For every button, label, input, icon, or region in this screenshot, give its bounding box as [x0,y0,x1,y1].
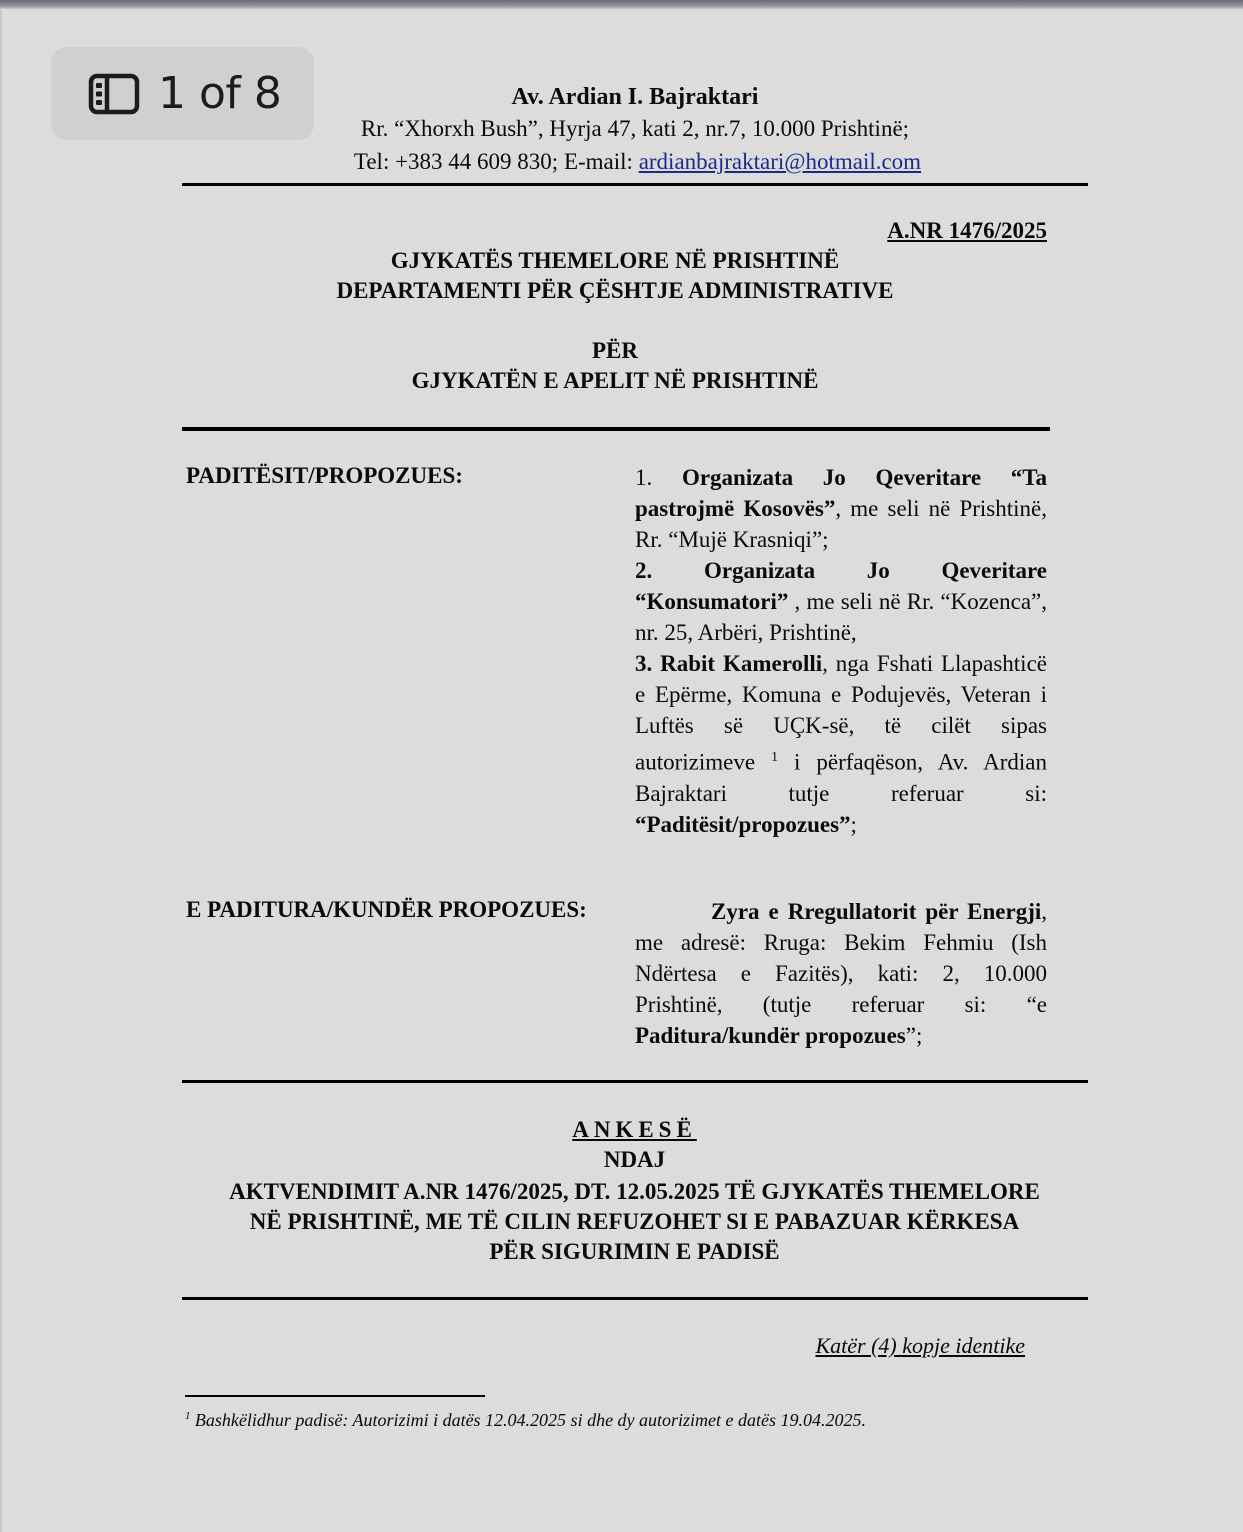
subject-line: AKTVENDIMIT A.NR 1476/2025, DT. 12.05.2025 TË GJYKATËS THEMELORE [229,1179,1040,1204]
subject-line: NË PRISHTINË, ME TË CILIN REFUZOHET SI E PABAZUAR KËRKESA [249,1209,1020,1234]
appeal-court: GJYKATËN E APELIT NË PRISHTINË [411,368,819,393]
plaintiff-item: 2. Organizata Jo Qeveritare “Konsumatori” , me seli në Rr. “Kozenca”, nr. 25, Arbëri, Prishtinë, [635,558,1048,645]
email-link[interactable]: ardianbajraktari@hotmail.com [638,149,922,174]
footnote-text: Bashkëlidhur padisë: Autorizimi i datës 12.04.2025 si dhe dy autorizimet e datës 19.04.2025. [190,1410,867,1430]
letterhead-divider [182,183,1088,186]
title-ndaj: NDAJ [603,1147,666,1172]
footnote-number: 1 [185,1410,191,1422]
footnote [185,1410,866,1431]
footnote-divider [185,1395,485,1397]
plaintiffs-label: PADITËSIT/PROPOZUES: [186,463,463,488]
sidebar-toggle-icon [88,73,140,115]
tel-text: Tel: +383 44 609 830; E-mail: [353,149,639,174]
document-subject [182,1177,1087,1267]
defendant-details [635,896,1047,1051]
lawyer-address: Rr. “Xhorxh Bush”, Hyrja 47, kati 2, nr.7, 10.000 Prishtinë; [360,116,910,141]
page-indicator-button[interactable] [51,47,314,140]
defendant-label: E PADITURA/KUNDËR PROPOZUES: [186,897,587,922]
document-title: ANKESË [572,1117,697,1142]
plaintiff-item: 1. Organizata Jo Qeveritare “Ta pastrojmë Kosovës”, me seli në Prishtinë, Rr. “Mujë Krasniqi”; [635,465,1047,552]
plaintiffs-list [635,462,1047,840]
lawyer-name: Av. Ardian I. Bajraktari [511,84,759,110]
heading-divider [182,427,1050,431]
page-edge [0,9,2,1532]
court-department: DEPARTAMENTI PËR ÇËSHTJE ADMINISTRATIVE [336,278,894,303]
per-label: PËR [592,338,638,363]
copies-note: Katër (4) kopje identike [815,1333,1025,1358]
defendant-item: Zyra e Rregullatorit për Energji, me adresë: Rruga: Bekim Fehmiu (Ish Ndërtesa e Fazitës), kati: 2, 10.000 Prishtinë, (tutje referuar si: “e Paditura/kundër propozues”; [635,899,1047,1048]
lawyer-contact [190,149,1085,175]
parties-divider [182,1080,1088,1083]
window-top-bar [0,0,1243,9]
plaintiff-item: 3. Rabit Kamerolli, nga Fshati Llapashticë e Epërme, Komuna e Podujevës, Veteran i Luftës së UÇK-së, të cilët sipas autorizimeve $^1$ i përfaqëson, Av. Ardian Bajraktari tutje referuar si: “Paditësit/propozues”; [635,651,1047,837]
title-divider [182,1297,1088,1300]
subject-line: PËR SIGURIMIN E PADISË [489,1239,780,1264]
court-name: GJYKATËS THEMELORE NË PRISHTINË [390,248,840,273]
footnote-ref[interactable]: 1 [771,749,778,764]
case-number: A.NR 1476/2025 [887,218,1047,243]
page-count: 1 of 8 [158,68,282,119]
